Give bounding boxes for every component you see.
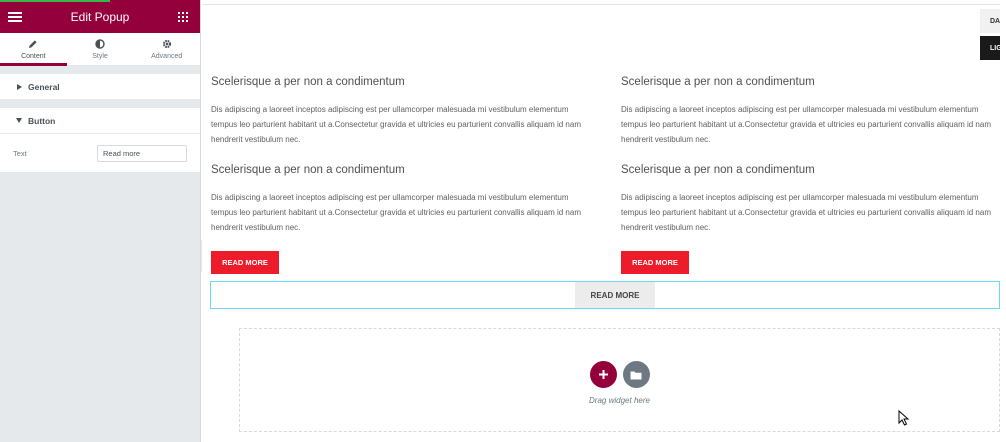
tab-advanced-label: Advanced [151, 53, 183, 60]
drop-zone[interactable] [239, 328, 1000, 432]
pencil-icon [28, 38, 38, 49]
widgets-grid-icon[interactable] [178, 12, 188, 22]
caret-down-icon [15, 118, 23, 123]
text-control [0, 134, 200, 172]
read-more-button[interactable]: READ MORE [211, 251, 279, 274]
post-excerpt: Dis adipiscing a laoreet inceptos adipiscing est per ullamcorper malesuada mi vestibulum elementum tempus leo parturient habitant ut a.Consectetur gravida et ultricies eu parturient convallis aliquam id nam hendrerit vestibulum nec. [621, 105, 991, 144]
preview-canvas [202, 0, 1000, 442]
menu-icon[interactable] [8, 12, 22, 22]
section-button[interactable] [0, 108, 200, 134]
post-item [211, 76, 596, 147]
post-title: Scelerisque a per non a condimentum [211, 76, 405, 88]
plus-icon [598, 369, 609, 380]
text-control-label: Text [13, 148, 27, 158]
tab-style-label: Style [92, 53, 108, 60]
section-general[interactable] [0, 74, 200, 100]
post-excerpt: Dis adipiscing a laoreet inceptos adipiscing est per ullamcorper malesuada mi vestibulum elementum tempus leo parturient habitant ut a.Consectetur gravida et ultricies eu parturient convallis aliquam id nam hendrerit vestibulum nec. [211, 193, 581, 232]
post-title: Scelerisque a per non a condimentum [621, 76, 815, 88]
editor-panel [0, 0, 201, 442]
post-excerpt: Dis adipiscing a laoreet inceptos adipiscing est per ullamcorper malesuada mi vestibulum elementum tempus leo parturient habitant ut a.Consectetur gravida et ultricies eu parturient convallis aliquam id nam hendrerit vestibulum nec. [621, 193, 991, 232]
post-item [621, 164, 1006, 235]
add-template-button[interactable] [623, 361, 650, 388]
drop-zone-label: Drag widget here [589, 396, 650, 405]
post-item [211, 164, 596, 235]
mouse-cursor-icon [898, 410, 910, 426]
section-button-label: Button [28, 115, 56, 126]
dark-mode-button[interactable]: DA [980, 9, 1000, 33]
read-more-button[interactable]: READ MORE [621, 251, 689, 274]
tab-content[interactable] [0, 33, 67, 65]
gear-icon [162, 38, 172, 49]
post-item [621, 76, 1006, 147]
panel-title: Edit Popup [70, 9, 130, 24]
panel-header [0, 0, 200, 33]
section-general-label: General [28, 81, 60, 92]
tab-content-label: Content [21, 53, 46, 60]
post-excerpt: Dis adipiscing a laoreet inceptos adipiscing est per ullamcorper malesuada mi vestibulum elementum tempus leo parturient habitant ut a.Consectetur gravida et ultricies eu parturient convallis aliquam id nam hendrerit vestibulum nec. [211, 105, 581, 144]
tab-advanced[interactable] [133, 33, 200, 65]
post-title: Scelerisque a per non a condimentum [211, 164, 405, 176]
caret-right-icon [15, 84, 23, 90]
add-section-button[interactable] [590, 361, 617, 388]
light-mode-button[interactable]: LIG [980, 36, 1000, 60]
post-title: Scelerisque a per non a condimentum [621, 164, 815, 176]
read-more-button-selected[interactable]: READ MORE [575, 282, 655, 308]
half-circle-icon [95, 38, 105, 49]
button-text-input[interactable] [97, 145, 187, 162]
panel-tabs [0, 33, 200, 66]
folder-icon [630, 370, 642, 380]
loading-progress-bar [0, 0, 110, 2]
tab-style[interactable] [67, 33, 134, 65]
